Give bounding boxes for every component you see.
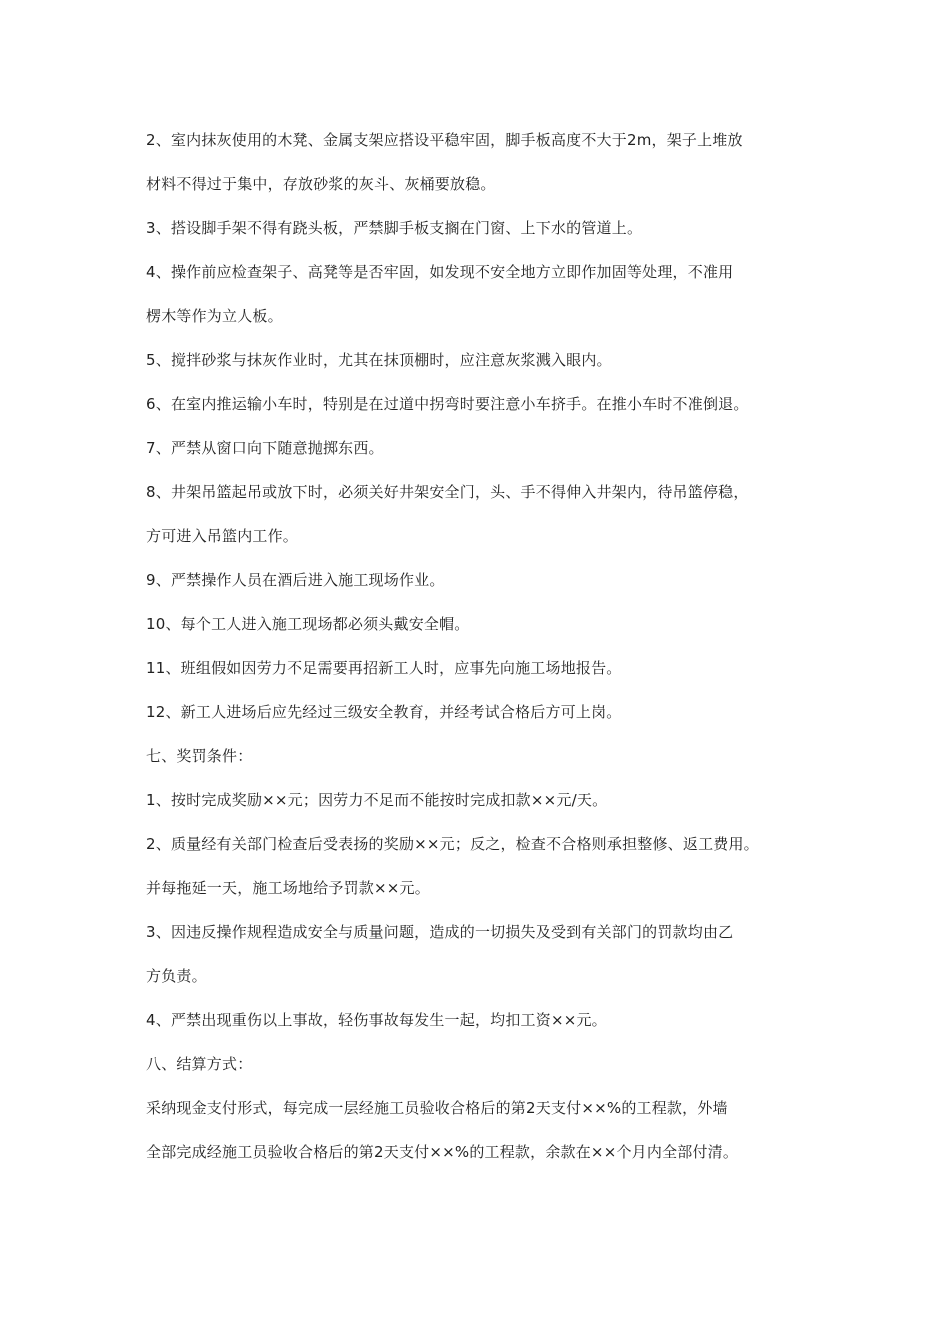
section-heading: 八、结算方式： (146, 1055, 253, 1073)
text-line: 7、严禁从窗口向下随意抛掷东西。 (146, 439, 384, 457)
text-line: 2、室内抹灰使用的木凳、金属支架应搭设平稳牢固，脚手板高度不大于2m，架子上堆放 (146, 131, 743, 149)
text-line: 并每拖延一天，施工场地给予罚款××元。 (146, 879, 430, 897)
text-line: 4、严禁出现重伤以上事故，轻伤事故每发生一起，均扣工资××元。 (146, 1011, 607, 1029)
text-line: 4、操作前应检查架子、高凳等是否牢固，如发现不安全地方立即作加固等处理，不准用 (146, 263, 734, 281)
text-line: 2、质量经有关部门检查后受表扬的奖励××元；反之，检查不合格则承担整修、返工费用。 (146, 835, 759, 853)
section-heading: 七、奖罚条件： (146, 747, 253, 765)
text-line: 3、搭设脚手架不得有跷头板，严禁脚手板支搁在门窗、上下水的管道上。 (146, 219, 643, 237)
text-line: 6、在室内推运输小车时，特别是在过道中拐弯时要注意小车挤手。在推小车时不准倒退。 (146, 395, 749, 413)
text-line: 5、搅拌砂浆与抹灰作业时，尤其在抹顶棚时，应注意灰浆溅入眼内。 (146, 351, 612, 369)
text-line: 材料不得过于集中，存放砂浆的灰斗、灰桶要放稳。 (146, 175, 496, 193)
text-line: 全部完成经施工员验收合格后的第2天支付××%的工程款，余款在××个月内全部付清。 (146, 1143, 739, 1161)
text-line: 10、每个工人进入施工现场都必须头戴安全帽。 (146, 615, 470, 633)
document-body (146, 118, 826, 1174)
text-line: 3、因违反操作规程造成安全与质量问题，造成的一切损失及受到有关部门的罚款均由乙 (146, 923, 734, 941)
text-line: 方可进入吊篮内工作。 (146, 527, 299, 545)
text-line: 方负责。 (146, 967, 207, 985)
text-line: 8、井架吊篮起吊或放下时，必须关好井架安全门，头、手不得伸入井架内，待吊篮停稳， (146, 483, 749, 501)
text-line: 楞木等作为立人板。 (146, 307, 283, 325)
text-line: 9、严禁操作人员在酒后进入施工现场作业。 (146, 571, 445, 589)
text-line: 12、新工人进场后应先经过三级安全教育，并经考试合格后方可上岗。 (146, 703, 622, 721)
text-line: 采纳现金支付形式，每完成一层经施工员验收合格后的第2天支付××%的工程款，外墙 (146, 1099, 728, 1117)
text-line: 1、按时完成奖励××元；因劳力不足而不能按时完成扣款××元/天。 (146, 791, 608, 809)
text-line: 11、班组假如因劳力不足需要再招新工人时，应事先向施工场地报告。 (146, 659, 622, 677)
